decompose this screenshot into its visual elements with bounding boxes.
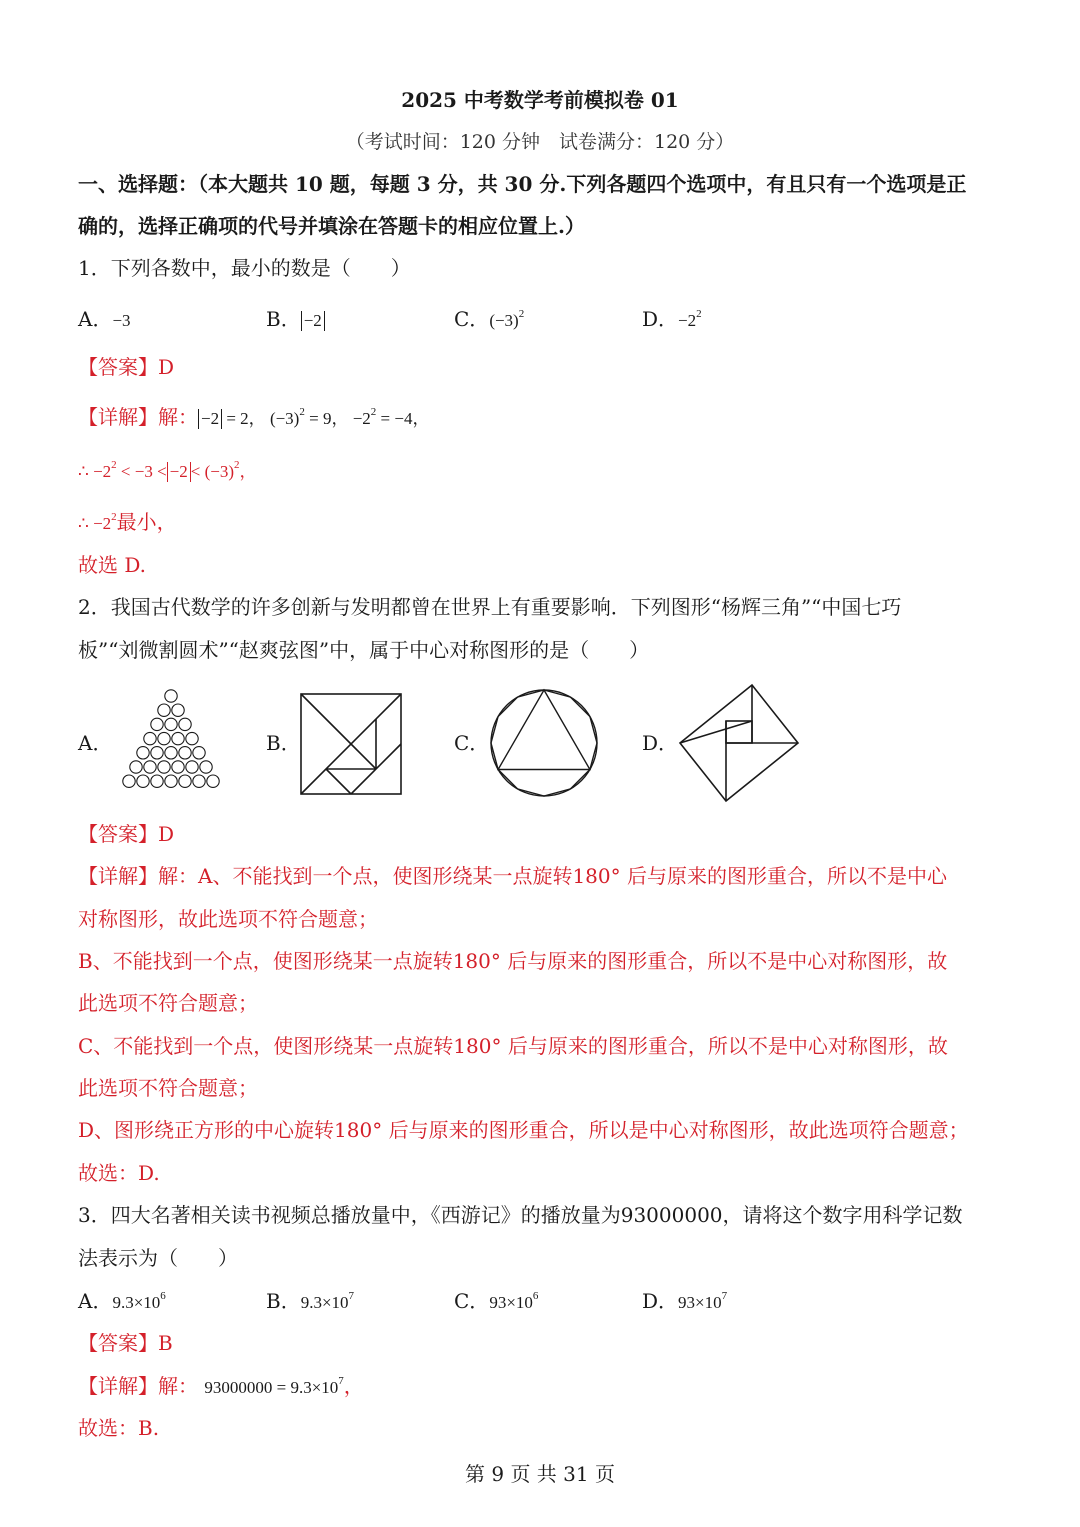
q2-detail-line2: 对称图形，故此选项不符合题意； <box>78 907 378 931</box>
exponent: 6 <box>160 1290 166 1302</box>
q1-stem: 1．下列各数中，最小的数是（ ） <box>78 256 411 280</box>
exponent: 6 <box>532 1290 539 1302</box>
exam-subtitle: （考试时间：120 分钟 试卷满分：120 分） <box>345 131 735 153</box>
answer-tag: 【答案】 <box>78 822 158 846</box>
q3-detail <box>78 1372 1002 1402</box>
zhao-shuang-diagram-figure <box>678 683 800 803</box>
math-part: 93000000 = 9.3×10 <box>204 1378 339 1397</box>
math-expression <box>198 406 430 428</box>
exponent: 2 <box>518 308 525 320</box>
q1-option-d <box>642 305 702 335</box>
yang-hui-triangle-figure <box>108 688 234 794</box>
exponent: 7 <box>721 1290 728 1302</box>
triangle-circle <box>151 718 163 730</box>
q2-conclusion: 故选：D. <box>78 1161 160 1185</box>
option-label: D． <box>642 1289 679 1313</box>
math-part: < −3 < <box>120 462 167 481</box>
detail-text: 解：A、不能找到一个点，使图形绕某一点旋转180° 后与原来的图形重合，所以不是中心 <box>158 864 947 888</box>
option-value: 93×10 <box>489 1293 533 1312</box>
triangle-circle <box>151 775 163 787</box>
triangle-circle <box>165 718 177 730</box>
math-part: = −4， <box>380 409 430 428</box>
option-value: 9.3×10 <box>300 1293 349 1312</box>
triangle-circle <box>123 775 135 787</box>
q2-option-c-label: C． <box>454 731 490 755</box>
triangle-circle <box>193 747 205 759</box>
triangle-circle <box>186 732 198 744</box>
triangle-circle <box>172 732 184 744</box>
detail-text: 最小， <box>116 510 177 534</box>
triangle-circle <box>200 761 212 773</box>
q1-detail <box>78 403 1002 433</box>
option-label: D． <box>642 307 679 331</box>
answer-value: B <box>158 1331 173 1355</box>
option-label: A． <box>78 1289 113 1313</box>
page-title: 2025 中考数学考前模拟卷 01 <box>401 88 679 112</box>
detail-tag: 【详解】 <box>78 1374 158 1398</box>
q3-option-b <box>266 1287 354 1317</box>
q1-detail-line2 <box>78 458 1002 486</box>
q2-stem-line1: 2．我国古代数学的许多创新与发明都曾在世界上有重要影响．下列图形“杨辉三角”“中国七巧 <box>78 595 902 619</box>
triangle-circle <box>158 761 170 773</box>
triangle-circle <box>137 775 149 787</box>
q2-detail-line4: 此选项不符合题意； <box>78 991 258 1015</box>
math-expression <box>204 1375 344 1397</box>
option-value: 9.3×10 <box>112 1293 161 1312</box>
q3-answer <box>78 1329 1002 1357</box>
detail-tag: 【详解】 <box>78 864 158 888</box>
exponent: 2 <box>111 511 117 523</box>
q1-option-b <box>266 305 325 333</box>
triangle-circle <box>172 761 184 773</box>
math-part: ， <box>239 462 257 481</box>
q2-detail-line7: D、图形绕正方形的中心旋转180° 后与原来的图形重合，所以是中心对称图形，故此选项符合题意； <box>78 1118 969 1142</box>
q1-detail-line3 <box>78 508 1002 538</box>
triangle-circle <box>144 732 156 744</box>
triangle-circle <box>158 704 170 716</box>
option-label: A． <box>78 307 113 331</box>
math-part: ∴ −2 <box>78 462 112 481</box>
exponent: 2 <box>696 308 702 320</box>
triangle-circle <box>165 690 177 702</box>
exponent: 7 <box>338 1375 344 1387</box>
abs-value: −2 <box>198 409 222 429</box>
detail-tag: 【详解】 <box>78 405 158 429</box>
q3-option-d <box>642 1287 727 1317</box>
exponent: 2 <box>370 406 377 418</box>
q3-stem-line2: 法表示为（ ） <box>78 1246 238 1270</box>
exponent: 7 <box>348 1290 355 1302</box>
section-heading-line1: 一、选择题：（本大题共 10 题，每题 3 分，共 30 分.下列各题四个选项中，有且只有一个选项是正 <box>78 172 967 196</box>
exponent: 2 <box>299 406 305 418</box>
q2-answer <box>78 820 1002 848</box>
q3-option-a <box>78 1287 166 1317</box>
q2-detail-line1 <box>78 862 1002 890</box>
answer-tag: 【答案】 <box>78 355 158 379</box>
triangle-circle <box>179 775 191 787</box>
exponent: 2 <box>111 459 117 471</box>
option-label: B． <box>266 1289 301 1313</box>
q2-detail-line6: 此选项不符合题意； <box>78 1076 258 1100</box>
triangle-circle <box>179 718 191 730</box>
liu-hui-circle-figure <box>488 688 600 798</box>
page-footer: 第 9 页 共 31 页 <box>465 1462 615 1486</box>
q3-conclusion: 故选：B. <box>78 1416 160 1440</box>
option-label: C． <box>454 1289 490 1313</box>
q2-detail-line5: C、不能找到一个点，使图形绕某一点旋转180° 后与原来的图形重合，所以不是中心对称图形，故 <box>78 1034 948 1058</box>
triangle-circle <box>165 775 177 787</box>
section-heading-line2: 确的，选择正确项的代号并填涂在答题卡的相应位置上.） <box>78 214 585 238</box>
option-value: −3 <box>112 311 131 330</box>
q1-option-c <box>454 305 524 335</box>
triangle-circle <box>151 747 163 759</box>
math-part: ∴ −2 <box>78 514 112 533</box>
answer-value: D <box>158 822 175 846</box>
abs-value: −2 <box>167 462 191 482</box>
triangle-circle <box>186 761 198 773</box>
triangle-circle <box>207 775 219 787</box>
math-part: = 2， <box>226 409 266 428</box>
q3-stem-line1: 3．四大名著相关读书视频总播放量中，《西游记》的播放量为93000000，请将这个数字用科学记数 <box>78 1203 963 1227</box>
option-value: −2 <box>301 311 325 331</box>
triangle-circle <box>179 747 191 759</box>
math-part: (−3) <box>269 409 300 428</box>
triangle-circle <box>158 732 170 744</box>
q2-option-d-label: D． <box>642 731 679 755</box>
triangle-circle <box>172 704 184 716</box>
triangle-circle <box>193 775 205 787</box>
option-value: −2 <box>678 311 697 330</box>
detail-lead: 解： <box>158 1374 198 1398</box>
q2-detail-line3: B、不能找到一个点，使图形绕某一点旋转180° 后与原来的图形重合，所以不是中心对称图形，故 <box>78 949 948 973</box>
triangle-circle <box>130 761 142 773</box>
option-value: (−3) <box>489 311 519 330</box>
q2-option-a-label: A． <box>78 731 113 755</box>
math-part: −2 <box>352 409 371 428</box>
option-value: 93×10 <box>678 1293 722 1312</box>
q1-conclusion: 故选 D. <box>78 553 147 577</box>
math-part: < (−3) <box>190 462 235 481</box>
triangle-circle <box>165 747 177 759</box>
answer-value: D <box>158 355 175 379</box>
detail-lead: 解： <box>158 405 198 429</box>
q2-stem-line2: 板”“刘微割圆术”“赵爽弦图”中，属于中心对称图形的是（ ） <box>78 638 650 662</box>
tangram-figure <box>300 693 402 795</box>
math-part: = 9， <box>309 409 349 428</box>
option-label: B． <box>266 307 301 331</box>
answer-tag: 【答案】 <box>78 1331 158 1355</box>
q2-option-b-label: B． <box>266 731 301 755</box>
triangle-circle <box>144 761 156 773</box>
q1-answer <box>78 353 1002 381</box>
q1-option-a <box>78 305 131 335</box>
triangle-circle <box>137 747 149 759</box>
math-part: ， <box>343 1374 364 1398</box>
q3-option-c <box>454 1287 538 1317</box>
option-label: C． <box>454 307 490 331</box>
exponent: 2 <box>234 459 240 471</box>
